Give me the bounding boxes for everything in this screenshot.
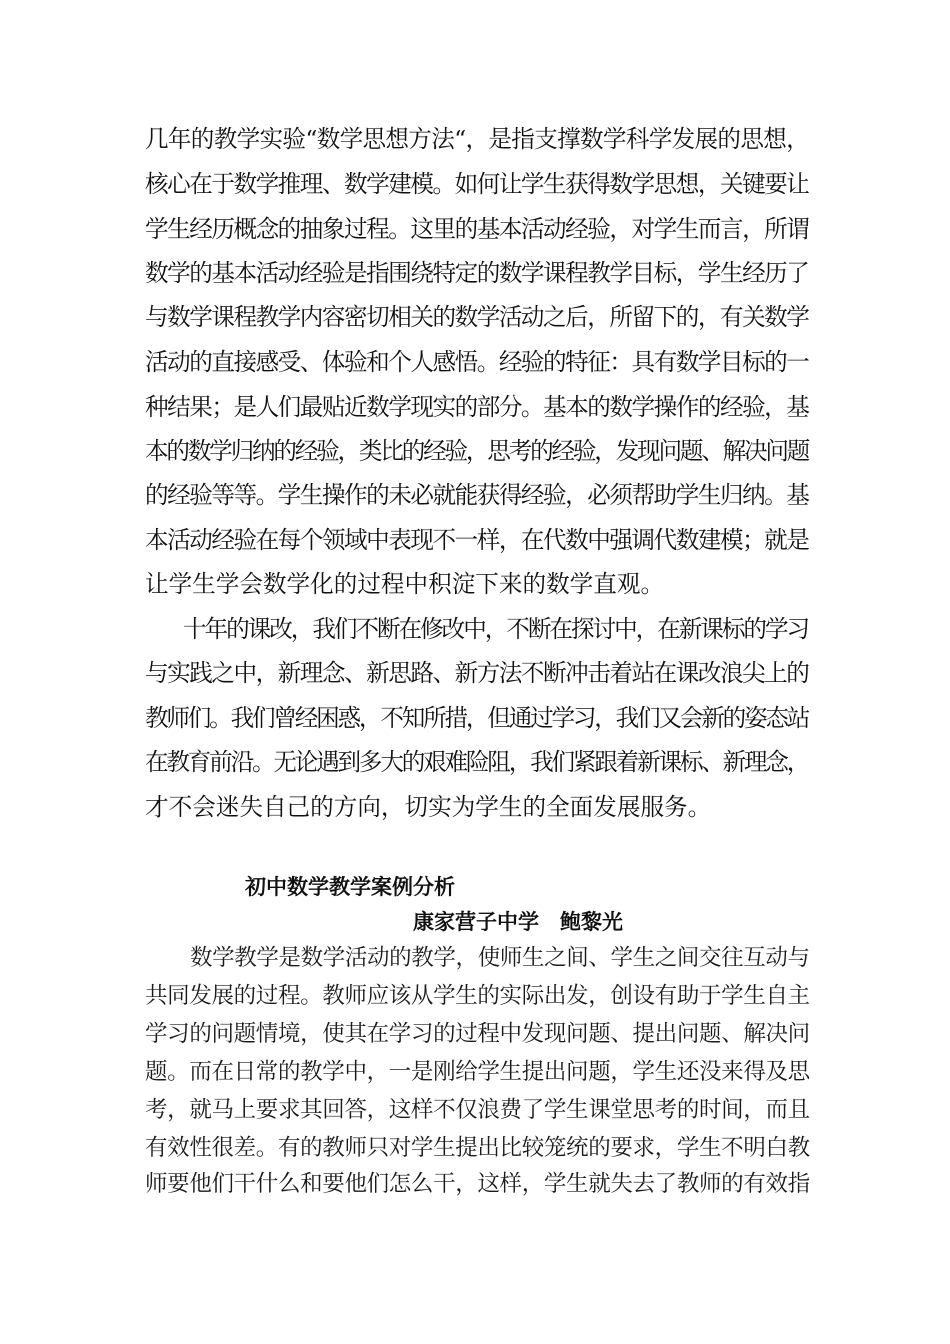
paragraph-line: 本的数学归纳的经验，类比的经验，思考的经验，发现问题、解决问题 <box>145 437 809 465</box>
article-title: 初中数学教学案例分析 <box>245 875 455 899</box>
paragraph-line: 几年的教学实验“数学思想方法“，是指支撑数学科学发展的思想， <box>145 125 810 153</box>
article-author: 康家营子中学 鲍黎光 <box>413 910 623 934</box>
paragraph-line: 与数学课程教学内容密切相关的数学活动之后，所留下的，有关数学 <box>145 303 809 331</box>
paragraph-line: 让学生学会数学化的过程中积淀下来的数学直观。 <box>145 570 665 598</box>
paragraph-line: 教师们。我们曾经困惑，不知所措，但通过学习，我们又会新的姿态站 <box>145 704 809 732</box>
paragraph-line: 考，就马上要求其回答，这样不仅浪费了学生课堂思考的时间，而且 <box>145 1097 810 1123</box>
paragraph-line-indented: 十年的课改，我们不断在修改中，不断在探讨中，在新课标的学习 <box>183 615 809 643</box>
paragraph-line: 师要他们干什么和要他们怎么干，这样，学生就失去了教师的有效指 <box>145 1171 810 1197</box>
paragraph-line-indented: 数学教学是数学活动的教学，使师生之间、学生之间交往互动与 <box>190 945 810 971</box>
paragraph-line: 种结果；是人们最贴近数学现实的部分。基本的数学操作的经验，基 <box>145 393 809 421</box>
paragraph-line: 活动的直接感受、体验和个人感悟。经验的特征：具有数学目标的一 <box>145 348 809 376</box>
paragraph-line: 核心在于数学推理、数学建模。如何让学生获得数学思想，关键要让 <box>145 170 809 198</box>
paragraph-line: 在教育前沿。无论遇到多大的艰难险阻，我们紧跟着新课标、新理念， <box>145 748 809 776</box>
paragraph-line: 共同发展的过程。教师应该从学生的实际出发，创设有助于学生自主 <box>145 983 810 1009</box>
paragraph-line: 才不会迷失自己的方向，切实为学生的全面发展服务。 <box>145 793 712 821</box>
paragraph-line: 题。而在日常的教学中，一是刚给学生提出问题，学生还没来得及思 <box>145 1059 810 1085</box>
paragraph-line: 学生经历概念的抽象过程。这里的基本活动经验，对学生而言，所谓 <box>145 215 809 243</box>
paragraph-line: 与实践之中，新理念、新思路、新方法不断冲击着站在课改浪尖上的 <box>145 659 809 687</box>
paragraph-line: 有效性很差。有的教师只对学生提出比较笼统的要求，学生不明白教 <box>145 1135 810 1161</box>
paragraph-line: 学习的问题情境，使其在学习的过程中发现问题、提出问题、解决问 <box>145 1021 810 1047</box>
paragraph-line: 数学的基本活动经验是指围绕特定的数学课程教学目标，学生经历了 <box>145 259 809 287</box>
paragraph-line: 的经验等等。学生操作的未必就能获得经验，必须帮助学生归纳。基 <box>145 481 809 509</box>
paragraph-line: 本活动经验在每个领域中表现不一样，在代数中强调代数建模；就是 <box>145 526 809 554</box>
